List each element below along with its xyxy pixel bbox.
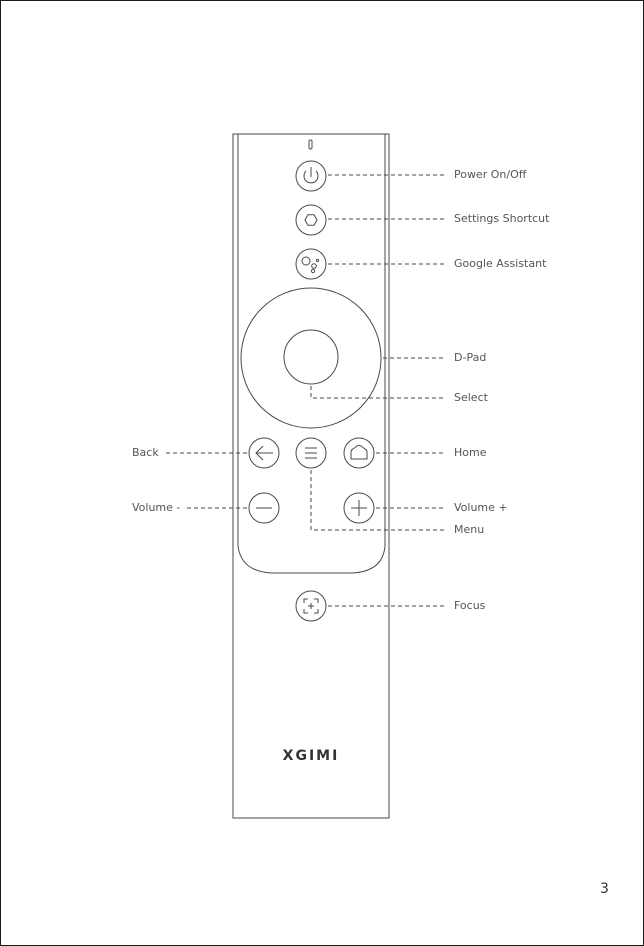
label-volume-up: Volume + bbox=[454, 501, 508, 514]
gear-icon bbox=[305, 215, 317, 225]
select-button[interactable] bbox=[284, 330, 338, 384]
leader-menu bbox=[311, 470, 446, 530]
label-volume-down: Volume - bbox=[132, 501, 181, 514]
plus-icon bbox=[351, 500, 367, 516]
dpad-ring[interactable] bbox=[241, 288, 381, 428]
label-assistant: Google Assistant bbox=[454, 257, 547, 270]
label-dpad: D-Pad bbox=[454, 351, 487, 364]
label-focus: Focus bbox=[454, 599, 486, 612]
remote-body bbox=[233, 134, 389, 818]
label-menu: Menu bbox=[454, 523, 485, 536]
brand-logo: XGIMI bbox=[282, 748, 340, 764]
label-power: Power On/Off bbox=[454, 168, 527, 181]
page-number: 3 bbox=[600, 881, 609, 897]
focus-button[interactable] bbox=[296, 591, 326, 621]
home-icon bbox=[351, 445, 367, 459]
leader-select bbox=[311, 386, 446, 398]
arrow-left-icon bbox=[256, 446, 273, 460]
label-home: Home bbox=[454, 446, 487, 459]
menu-icon bbox=[305, 448, 317, 458]
label-back: Back bbox=[132, 446, 159, 459]
volume-down-button[interactable] bbox=[249, 493, 279, 523]
google-assistant-icon bbox=[302, 257, 319, 273]
label-select: Select bbox=[454, 391, 488, 404]
focus-icon bbox=[304, 599, 318, 613]
home-button[interactable] bbox=[344, 438, 374, 468]
volume-up-button[interactable] bbox=[344, 493, 374, 523]
assistant-button[interactable] bbox=[296, 249, 326, 279]
menu-button[interactable] bbox=[296, 438, 326, 468]
remote-diagram bbox=[1, 1, 643, 945]
back-button[interactable] bbox=[249, 438, 279, 468]
settings-button[interactable] bbox=[296, 205, 326, 235]
led-indicator bbox=[309, 140, 312, 149]
power-button[interactable] bbox=[296, 161, 326, 191]
label-settings: Settings Shortcut bbox=[454, 212, 550, 225]
power-icon bbox=[304, 167, 318, 183]
